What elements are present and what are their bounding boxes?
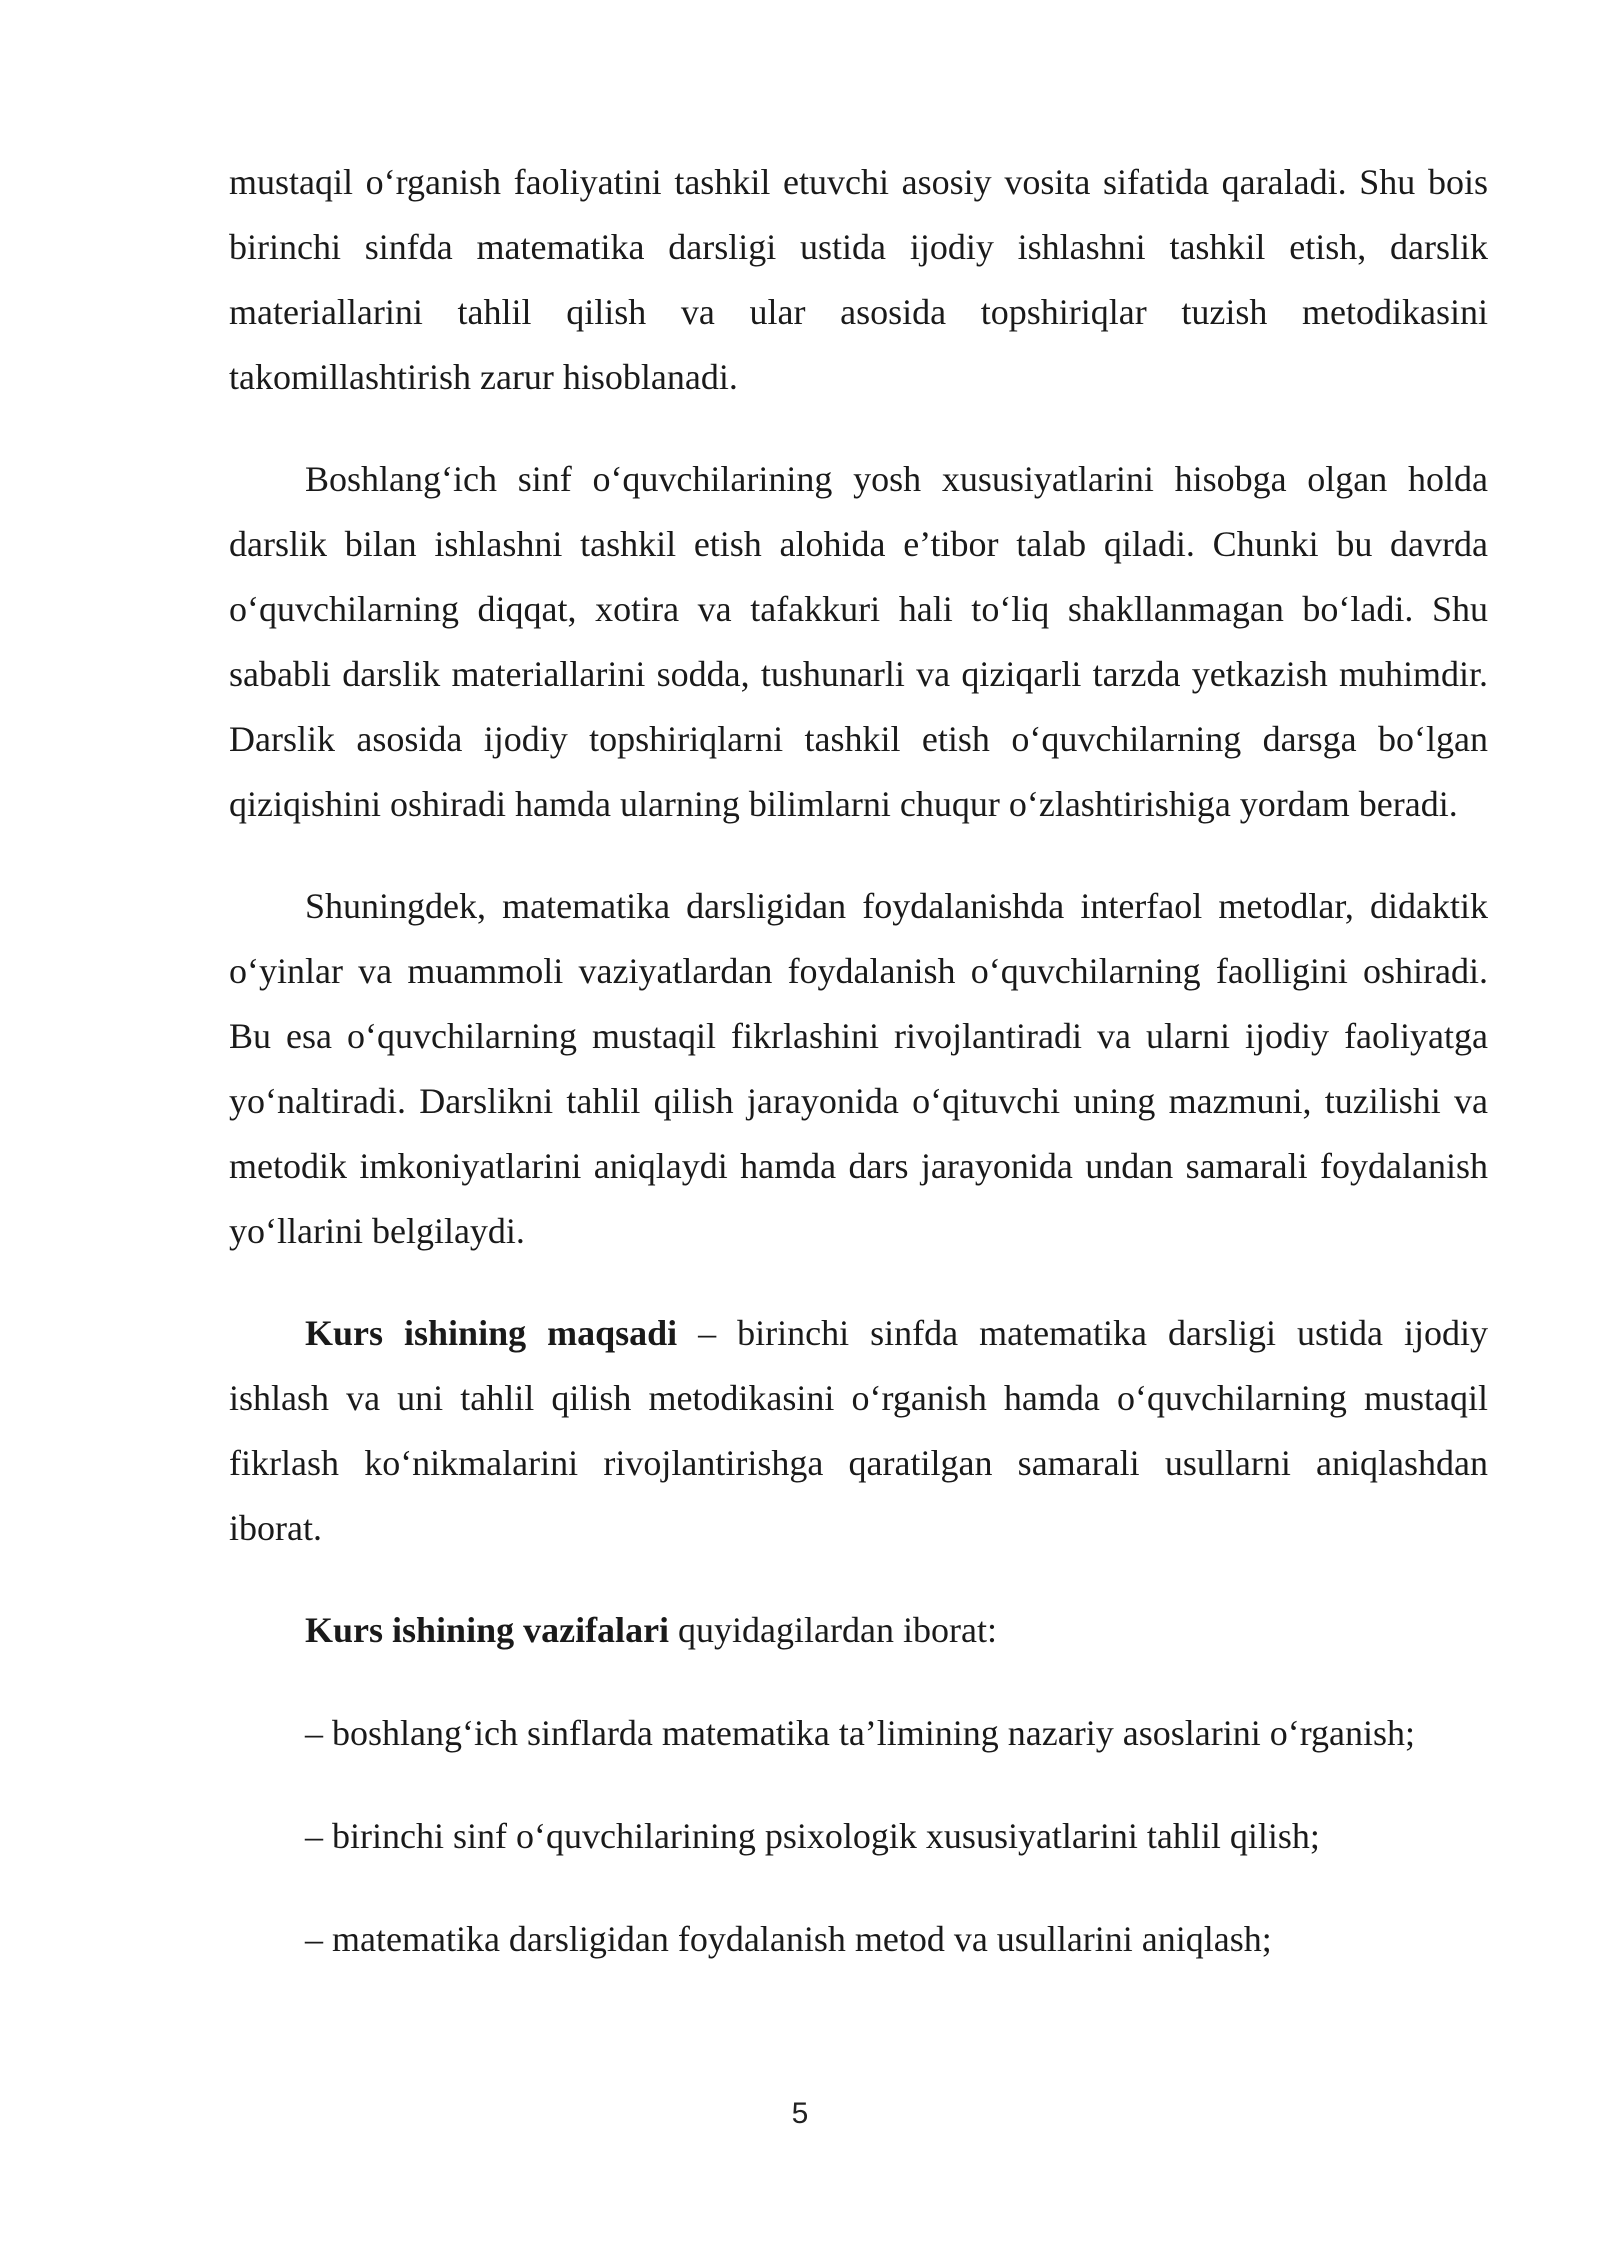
- task-list-item: – matematika darsligidan foydalanish metod va usullarini aniqlash;: [305, 1919, 1272, 1959]
- document-page: [229, 150, 1488, 1972]
- course-goal-label: Kurs ishining maqsadi: [305, 1313, 678, 1353]
- paragraph-course-goal: [229, 1301, 1488, 1561]
- paragraph-age-features: Boshlang‘ich sinf o‘quvchilarining yosh xususiyatlarini hisobga olgan holda darslik bilan ishlashni tashkil etish alohida e’tibor talab qiladi. Chunki bu davrda o‘quvchilarning diqqat, xotira va tafakkuri hali to‘liq shakllanmagan bo‘ladi. Shu sababli darslik materiallarini sodda, tushunarli va qiziqarli tarzda yetkazish muhimdir. Darslik asosida ijodiy topshiriqlarni tashkil etish o‘quvchilarning darsga bo‘lgan qiziqishini oshiradi hamda ularning bilimlarni chuqur o‘zlashtirishiga yordam beradi.: [229, 459, 1488, 824]
- task-list-item: – birinchi sinf o‘quvchilarining psixologik xususiyatlarini tahlil qilish;: [305, 1816, 1320, 1856]
- task-list-item: – boshlang‘ich sinflarda matematika ta’limining nazariy asoslarini o‘rganish;: [305, 1713, 1416, 1753]
- paragraph-course-tasks: [229, 1598, 1488, 1663]
- course-tasks-label: Kurs ishining vazifalari: [305, 1610, 670, 1650]
- paragraph-intro-continued: mustaqil o‘rganish faoliyatini tashkil etuvchi asosiy vosita sifatida qaraladi. Shu bois birinchi sinfda matematika darsligi ustida ijodiy ishlashni tashkil etish, darslik materiallarini tahlil qilish va ular asosida topshiriqlar tuzish metodikasini takomillashtirish zarur hisoblanadi.: [229, 162, 1488, 397]
- page-number: 5: [791, 2097, 809, 2130]
- course-goal-text: – birinchi sinfda matematika darsligi ustida ijodiy ishlash va uni tahlil qilish metodikasini o‘rganish hamda o‘quvchilarning mustaqil fikrlash ko‘nikmalarini rivojlantirishga qaratilgan samarali usullarni aniqlashdan iborat.: [229, 1313, 1488, 1548]
- paragraph-interactive-methods: Shuningdek, matematika darsligidan foydalanishda interfaol metodlar, didaktik o‘yinlar va muammoli vaziyatlardan foydalanish o‘quvchilarning faolligini oshiradi. Bu esa o‘quvchilarning mustaqil fikrlashini rivojlantiradi va ularni ijodiy faoliyatga yo‘naltiradi. Darslikni tahlil qilish jarayonida o‘qituvchi uning mazmuni, tuzilishi va metodik imkoniyatlarini aniqlaydi hamda dars jarayonida undan samarali foydalanish yo‘llarini belgilaydi.: [229, 886, 1488, 1251]
- course-tasks-text: quyidagilardan iborat:: [669, 1610, 997, 1650]
